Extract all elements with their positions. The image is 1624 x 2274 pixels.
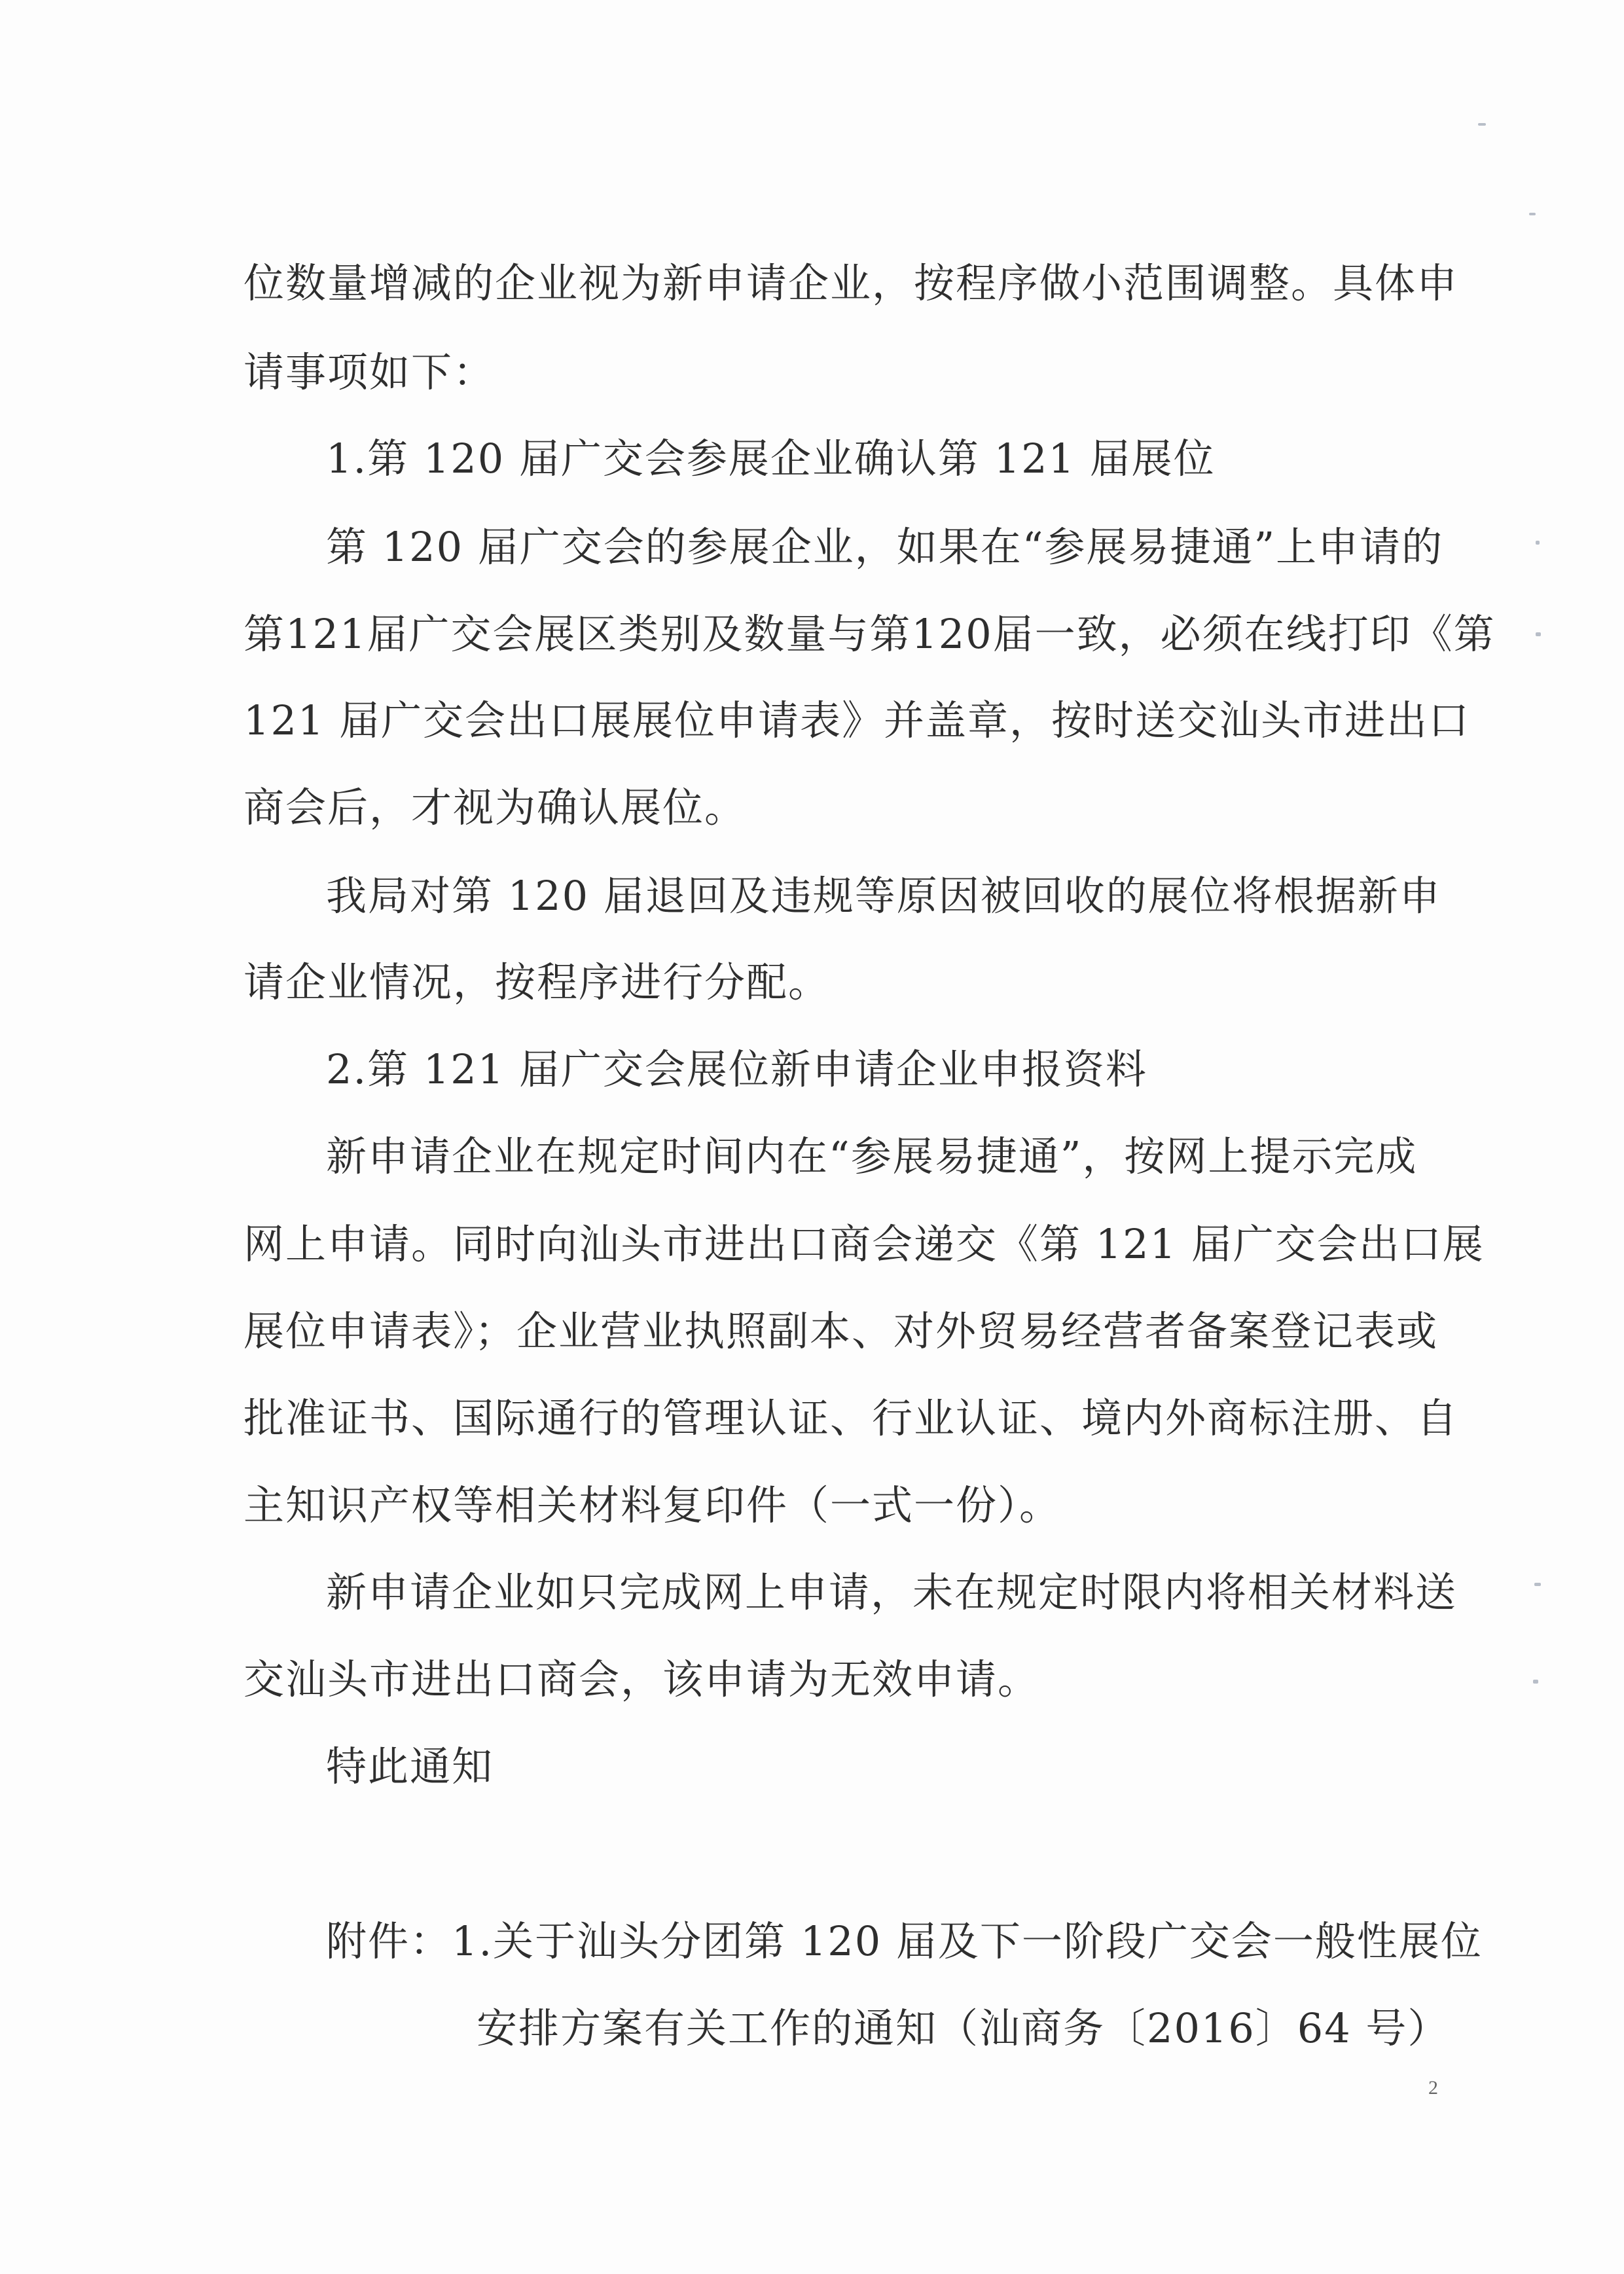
scan-speck [1536, 541, 1540, 545]
scan-speck [1478, 123, 1486, 126]
body-line-6: 121 届广交会出口展展位申请表》并盖章，按时送交汕头市进出口 [244, 696, 1471, 744]
scan-speck [1534, 1583, 1541, 1586]
section-heading-2: 2.第 121 届广交会展位新申请企业申报资料 [326, 1045, 1147, 1093]
body-line-16: 新申请企业如只完成网上申请，未在规定时限内将相关材料送 [326, 1568, 1458, 1616]
scan-speck [1536, 632, 1541, 636]
body-line-13: 展位申请表》；企业营业执照副本、对外贸易经营者备案登记表或 [244, 1307, 1439, 1355]
body-line-5: 第121届广交会展区类别及数量与第120届一致，必须在线打印《第 [244, 610, 1496, 658]
body-line-8: 我局对第 120 届退回及违规等原因被回收的展位将根据新申 [326, 872, 1441, 920]
attachment-line-2: 安排方案有关工作的通知（汕商务〔2016〕64 号） [477, 2004, 1450, 2052]
attachment-line-1: 附件：1.关于汕头分团第 120 届及下一阶段广交会一般性展位 [326, 1917, 1483, 1965]
closing-line: 特此通知 [326, 1742, 494, 1790]
body-line-14: 批准证书、国际通行的管理认证、行业认证、境内外商标注册、自 [244, 1394, 1459, 1442]
body-line-2: 请事项如下： [244, 348, 496, 396]
body-line-4: 第 120 届广交会的参展企业，如果在“参展易捷通”上申请的 [326, 523, 1444, 571]
body-line-9: 请企业情况，按程序进行分配。 [244, 958, 831, 1006]
body-line-15: 主知识产权等相关材料复印件（一式一份）。 [244, 1481, 1062, 1529]
scan-speck [1529, 213, 1536, 215]
section-heading-1: 1.第 120 届广交会参展企业确认第 121 届展位 [326, 435, 1216, 482]
body-line-7: 商会后，才视为确认展位。 [244, 784, 747, 831]
body-line-12: 网上申请。同时向汕头市进出口商会递交《第 121 届广交会出口展 [244, 1220, 1485, 1268]
body-line-17: 交汕头市进出口商会，该申请为无效申请。 [244, 1655, 1040, 1703]
body-line-11: 新申请企业在规定时间内在“参展易捷通”，按网上提示完成 [326, 1132, 1418, 1180]
scan-speck [1533, 1680, 1538, 1684]
body-line-1: 位数量增减的企业视为新申请企业，按程序做小范围调整。具体申 [244, 259, 1459, 307]
page-number: 2 [1428, 2077, 1438, 2099]
